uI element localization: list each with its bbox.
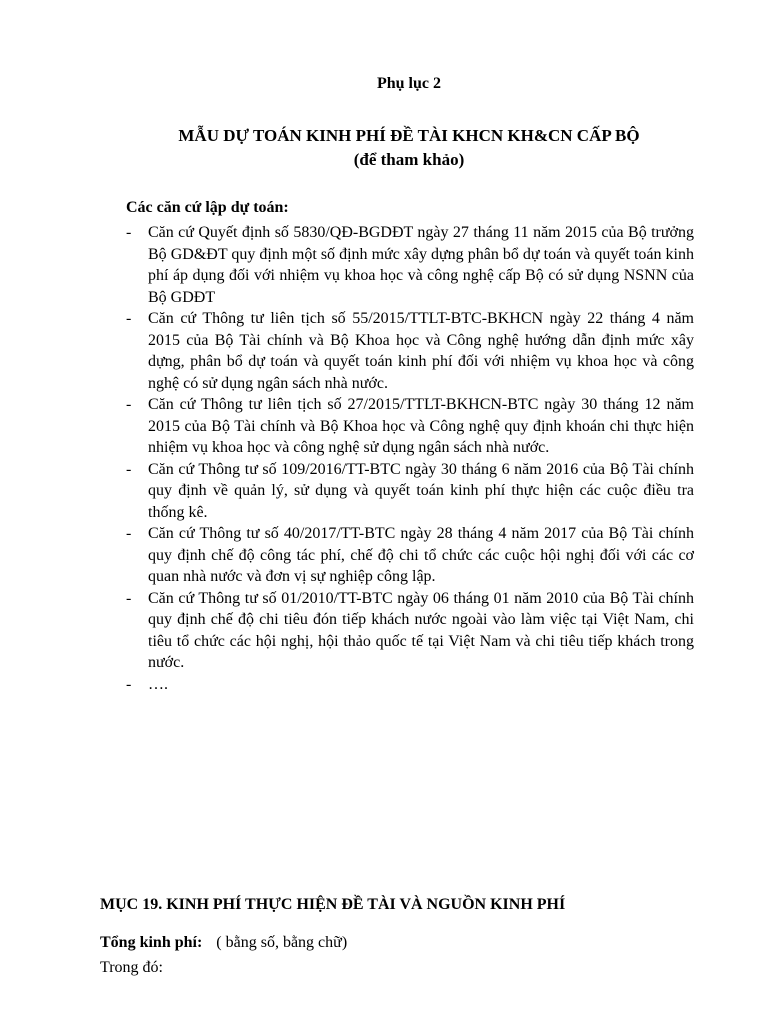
list-bullet: - [126, 589, 132, 607]
list-item [126, 394, 694, 459]
list-item [126, 523, 694, 588]
total-budget-row [100, 934, 347, 952]
total-budget-value: ( bằng số, bằng chữ) [216, 934, 348, 951]
bases-heading: Các căn cứ lập dự toán: [126, 199, 289, 216]
section-heading: MỤC 19. KINH PHÍ THỰC HIỆN ĐỀ TÀI VÀ NGUỒN KINH PHÍ [100, 896, 566, 913]
list-item-text: Căn cứ Thông tư liên tịch số 27/2015/TTLT-BKHCN-BTC ngày 30 tháng 12 năm 2015 của Bộ Tài chính và Bộ Khoa học và Công nghệ quy định khoán chi thực hiện nhiệm vụ khoa học và công nghệ sử dụng ngân sách nhà nước. [148, 396, 694, 456]
list-item [126, 308, 694, 394]
document-title-note: (để tham khảo) [353, 150, 465, 169]
list-item-text: Căn cứ Thông tư liên tịch số 55/2015/TTLT-BTC-BKHCN ngày 22 tháng 4 năm 2015 của Bộ Tài chính và Bộ Khoa học và Công nghệ hướng dẫn định mức xây dựng, phân bổ dự toán và quyết toán kinh phí đối với nhiệm vụ khoa học và công nghệ có sử dụng ngân sách nhà nước. [148, 310, 694, 392]
list-item [126, 674, 694, 696]
list-bullet: - [126, 396, 132, 413]
list-bullet: - [126, 224, 132, 241]
list-item-text: Căn cứ Thông tư số 109/2016/TT-BTC ngày 30 tháng 6 năm 2016 của Bộ Tài chính quy định về quản lý, sử dụng và quyết toán kinh phí thực hiện các cuộc điều tra thống kê. [148, 460, 694, 521]
list-item [126, 459, 694, 524]
list-item-text: Căn cứ Thông tư số 01/2010/TT-BTC ngày 06 tháng 01 năm 2010 của Bộ Tài chính quy định chế độ chi tiêu đón tiếp khách nước ngoài vào làm việc tại Việt Nam, chi tiêu tổ chức các hội nghị, hội thảo quốc tế tại Việt Nam và chi tiêu tiếp khách trong nước. [148, 589, 694, 671]
list-item-text: …. [148, 675, 168, 693]
total-budget-label: Tổng kinh phí: [100, 934, 203, 951]
list-bullet: - [126, 310, 132, 327]
list-item-text: Căn cứ Quyết định số 5830/QĐ-BGDĐT ngày 27 tháng 11 năm 2015 của Bộ trưởng Bộ GD&ĐT quy định một số định mức xây dựng phân bổ dự toán và quyết toán kinh phí áp dụng đối với nhiệm vụ khoa học và công nghệ cấp Bộ có sử dụng NSNN của Bộ GDĐT [148, 224, 694, 306]
list-item [126, 222, 694, 308]
list-item-text: Căn cứ Thông tư số 40/2017/TT-BTC ngày 28 tháng 4 năm 2017 của Bộ Tài chính quy định chế độ công tác phí, chế độ chi tổ chức các cuộc hội nghị đối với các cơ quan nhà nước và đơn vị sự nghiệp công lập. [148, 525, 694, 585]
list-bullet: - [126, 460, 132, 478]
appendix-label: Phụ lục 2 [376, 75, 441, 92]
list-bullet: - [126, 675, 132, 693]
bases-list [126, 222, 694, 695]
list-item [126, 588, 694, 674]
in-which-label: Trong đó: [100, 959, 163, 976]
list-bullet: - [126, 525, 132, 542]
document-title: MẪU DỰ TOÁN KINH PHÍ ĐỀ TÀI KHCN KH&CN CẤP BỘ [178, 126, 640, 145]
